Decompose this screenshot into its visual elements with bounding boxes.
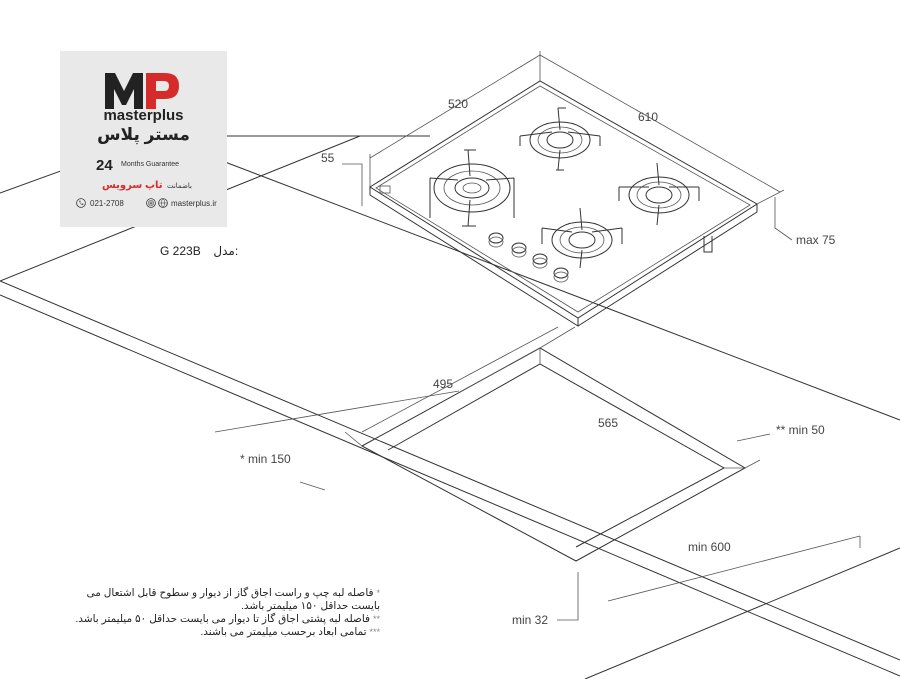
dim-min-thickness: min 32 xyxy=(512,613,549,627)
brand-name-fa: مستر پلاس xyxy=(97,125,190,144)
note-text: فاصله لبه پشتی اجاق گاز تا دیوار می بایست حداقل ۵۰ میلیمتر باشد. xyxy=(75,613,371,625)
dim-min-side: * min 150 xyxy=(240,452,291,466)
burner-front xyxy=(542,208,622,268)
knob-icon xyxy=(533,254,547,268)
knob-icon xyxy=(554,268,568,282)
phone-icon xyxy=(76,198,86,208)
knobs xyxy=(489,233,568,282)
instagram-icon xyxy=(146,198,156,208)
notes xyxy=(60,587,380,639)
dim-min-counter: min 600 xyxy=(688,540,731,554)
dim-hob-depth: 520 xyxy=(448,97,469,111)
web-icon xyxy=(158,198,168,208)
note-text: تمامی ابعاد برحسب میلیمتر می باشند. xyxy=(200,626,367,638)
note-marker: ** xyxy=(372,614,380,624)
guarantee-number: 24 xyxy=(96,157,113,174)
contact-row xyxy=(74,198,219,212)
burner-left-large xyxy=(430,150,514,226)
website: masterplus.ir xyxy=(171,199,217,208)
brand-name-en: masterplus xyxy=(103,107,184,124)
guarantee-text: Months Guarantee xyxy=(121,161,179,168)
brand-card xyxy=(60,51,227,227)
burner-back xyxy=(520,108,600,170)
model-line xyxy=(160,244,238,258)
guarantee-fa xyxy=(96,175,192,191)
note-item xyxy=(60,626,380,639)
guarantee-fa-prefix: باضمانت xyxy=(166,183,192,190)
note-item xyxy=(60,587,380,613)
phone-number: 021-2708 xyxy=(90,199,124,208)
model-label: مدل: xyxy=(213,244,239,258)
dim-cutout-width: 565 xyxy=(598,416,619,430)
burner-right xyxy=(619,163,699,225)
dim-hob-edge: 55 xyxy=(321,151,335,165)
hob xyxy=(370,81,757,326)
guarantee-fa-emphasis: تاپ سرویس xyxy=(102,180,163,191)
knob-icon xyxy=(512,243,526,257)
dim-max-height: max 75 xyxy=(796,233,836,247)
dim-min-back: ** min 50 xyxy=(776,423,825,437)
knob-icon xyxy=(489,233,503,247)
dim-cutout-depth: 495 xyxy=(433,377,454,391)
logo-mark xyxy=(105,69,181,109)
dim-hob-width: 610 xyxy=(638,110,659,124)
note-marker: * xyxy=(376,588,380,598)
note-item xyxy=(60,613,380,626)
model-value: G 223B xyxy=(160,244,201,258)
note-marker: *** xyxy=(369,627,380,637)
note-text: فاصله لبه چپ و راست اجاق گاز از دیوار و سطوح قابل اشتعال می بایست حداقل ۱۵۰ میلیمتر باشد. xyxy=(86,587,380,612)
dimension-labels xyxy=(240,97,836,627)
